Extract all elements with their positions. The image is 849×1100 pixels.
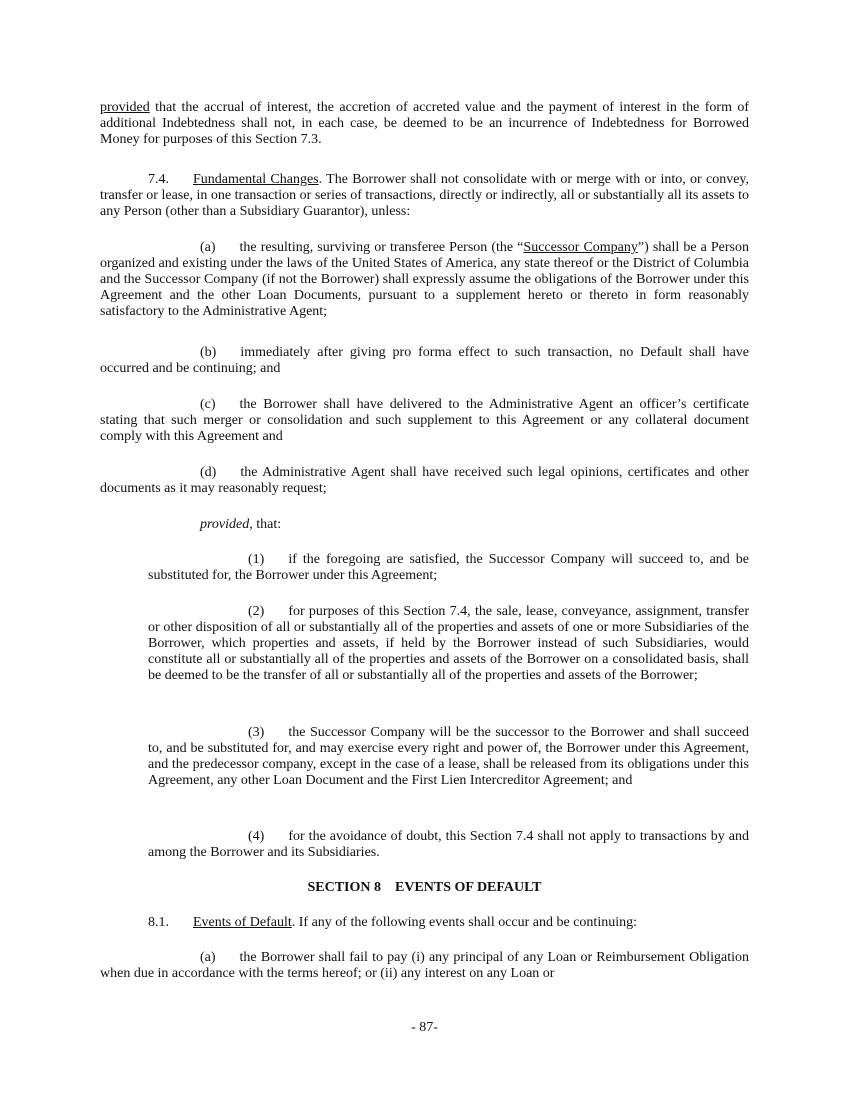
item-text: the Successor Company will be the successor to the Borrower and shall succeed to, and be substituted for, and may exercise every right and power of, the Borrower under this Agreement, and the predecessor company, except in the case of a lease, shall be released from its obligations under this Agreement, any other Loan Document and the First Lien Intercreditor Agreement; and bbox=[148, 725, 749, 788]
item-3 bbox=[148, 725, 749, 789]
item-text: if the foregoing are satisfied, the Successor Company will succeed to, and be substituted for, the Borrower under this Agreement; bbox=[148, 552, 749, 583]
section-8-heading bbox=[100, 880, 749, 896]
section-heading: Fundamental Changes bbox=[193, 172, 319, 187]
clause-label: (a) bbox=[200, 950, 216, 965]
section-text: . If any of the following events shall occur and be continuing: bbox=[291, 915, 637, 930]
clause-label: (d) bbox=[200, 465, 217, 480]
item-text: for purposes of this Section 7.4, the sale, lease, conveyance, assignment, transfer or other disposition of all or substantially all of the properties and assets of one or more Subsidiaries of the Borrower, which properties and assets, if held by the Borrower instead of such Subsidiaries, would constitute all or substantially all of the properties and assets of the Borrower on a consolidated basis, shall be deemed to be the transfer of all or substantially all of the properties and assets of the Borrower; bbox=[148, 604, 749, 683]
section-7-4 bbox=[100, 172, 749, 220]
intro-text: that the accrual of interest, the accretion of accreted value and the payment of interest in the form of additional Indebtedness shall not, in each case, be deemed to be an incurrence of Indebtedness for Borrowed Money for purposes of this Section 7.3. bbox=[100, 100, 749, 147]
section-8-number: SECTION 8 bbox=[307, 880, 381, 895]
clause-a bbox=[100, 240, 749, 320]
proviso-term: provided bbox=[200, 517, 250, 532]
item-label: (1) bbox=[248, 552, 265, 567]
item-label: (2) bbox=[248, 604, 265, 619]
clause-label: (b) bbox=[200, 345, 217, 360]
section-heading: Events of Default bbox=[193, 915, 292, 930]
section-text: . The Borrower shall not consolidate with or merge with or into, or convey, transfer or lease, in one transaction or series of transactions, directly or indirectly, all or substantially all its assets to any Person (other than a Subsidiary Guarantor), unless: bbox=[100, 172, 749, 219]
defined-term: Successor Company bbox=[523, 240, 638, 255]
section-number: 7.4. bbox=[148, 172, 169, 187]
paragraph-intro bbox=[100, 100, 749, 148]
section-8-title: EVENTS OF DEFAULT bbox=[395, 880, 542, 895]
item-4 bbox=[148, 829, 749, 861]
clause-text: the resulting, surviving or transferee Person (the “ bbox=[239, 240, 524, 255]
clause-label: (a) bbox=[200, 240, 216, 255]
page-number: - 87- bbox=[411, 1020, 438, 1035]
clause-c bbox=[100, 397, 749, 445]
clause-text: immediately after giving pro forma effect to such transaction, no Default shall have occurred and be continuing; and bbox=[100, 345, 749, 376]
clause-text: ”) shall be a Person organized and existing under the laws of the United States of America, any state thereof or the District of Columbia and the Successor Company (if not the Borrower) shall expressly assume the obligations of the Borrower under this Agreement and the other Loan Documents, pursuant to a supplement hereto or thereto in form reasonably satisfactory to the Administrative Agent; bbox=[100, 240, 750, 319]
item-label: (4) bbox=[248, 829, 265, 844]
clause-text: the Borrower shall have delivered to the Administrative Agent an officer’s certificate stating that such merger or consolidation and such supplement to this Agreement or any collateral document comply with this Agreement and bbox=[100, 397, 749, 444]
clause-8-1-a bbox=[100, 950, 749, 982]
item-text: for the avoidance of doubt, this Section 7.4 shall not apply to transactions by and among the Borrower and its Subsidiaries. bbox=[148, 829, 749, 860]
clause-b bbox=[100, 345, 749, 377]
proviso bbox=[100, 517, 749, 533]
clause-text: the Administrative Agent shall have received such legal opinions, certificates and other documents as it may reasonably request; bbox=[100, 465, 749, 496]
item-1 bbox=[148, 552, 749, 584]
section-number: 8.1. bbox=[148, 915, 169, 930]
clause-d bbox=[100, 465, 749, 497]
item-label: (3) bbox=[248, 725, 265, 740]
clause-label: (c) bbox=[200, 397, 216, 412]
clause-text: the Borrower shall fail to pay (i) any principal of any Loan or Reimbursement Obligation when due in accordance with the terms hereof; or (ii) any interest on any Loan or bbox=[100, 950, 749, 981]
section-8-1 bbox=[100, 915, 749, 931]
provided-term: provided bbox=[100, 100, 150, 115]
item-2 bbox=[148, 604, 749, 684]
proviso-text: , that: bbox=[249, 517, 282, 532]
